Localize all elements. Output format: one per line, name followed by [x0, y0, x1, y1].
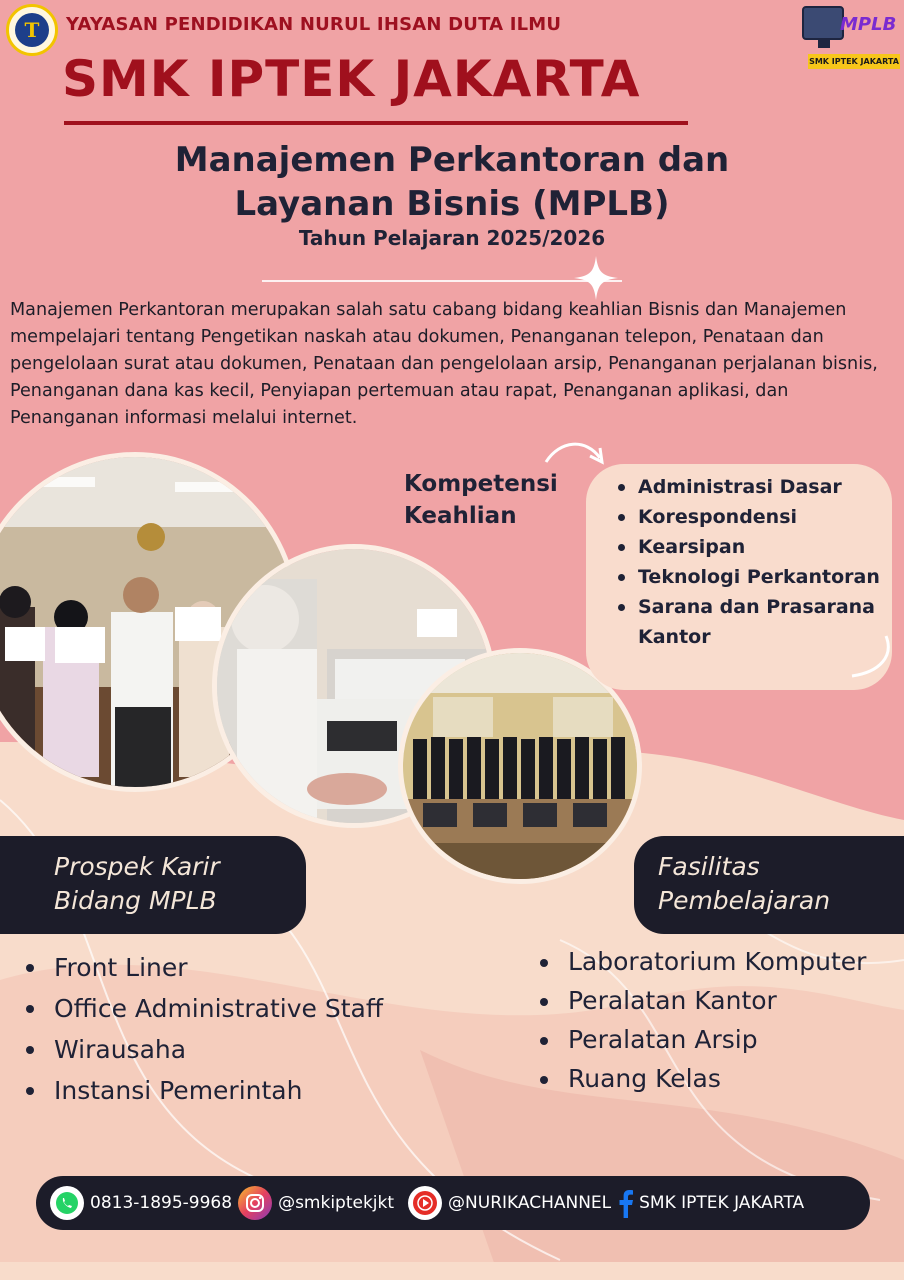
prospek-title-line1: Prospek Karir	[54, 852, 220, 881]
contact-bar	[36, 1176, 870, 1230]
fasilitas-title-line1: Fasilitas	[658, 852, 760, 881]
sparkle-divider	[262, 280, 622, 282]
program-title	[0, 138, 904, 226]
list-item: Laboratorium Komputer	[538, 942, 898, 981]
fasilitas-list	[538, 942, 898, 1098]
instagram-handle: @smkiptekjkt	[278, 1193, 395, 1213]
computer-monitor-icon	[802, 6, 844, 40]
whatsapp-number: 0813-1895-9968	[90, 1193, 233, 1213]
youtube-contact[interactable]	[408, 1186, 611, 1220]
prospek-list	[24, 947, 524, 1111]
fasilitas-label	[634, 836, 904, 934]
school-name: SMK IPTEK JAKARTA	[62, 50, 641, 108]
kompetensi-list	[612, 472, 884, 652]
curved-arrow-icon	[540, 436, 610, 476]
foundation-name: YAYASAN PENDIDIKAN NURUL IHSAN DUTA ILMU	[66, 14, 562, 35]
program-title-line1: Manajemen Perkantoran dan	[174, 140, 730, 180]
list-item: Sarana dan Prasarana Kantor	[612, 592, 884, 652]
swoosh-icon	[846, 632, 896, 682]
kompetensi-title	[404, 468, 558, 532]
facebook-page: SMK IPTEK JAKARTA	[639, 1193, 805, 1213]
list-item: Office Administrative Staff	[24, 988, 524, 1029]
list-item: Peralatan Kantor	[538, 981, 898, 1020]
school-crest-icon: T	[6, 4, 58, 56]
mplb-badge	[796, 4, 900, 70]
list-item: Kearsipan	[612, 532, 884, 562]
kompetensi-title-line2: Keahlian	[404, 503, 517, 529]
kompetensi-title-line1: Kompetensi	[404, 471, 558, 497]
youtube-handle: @NURIKACHANNEL	[448, 1193, 612, 1213]
youtube-icon	[408, 1186, 442, 1220]
list-item: Ruang Kelas	[538, 1059, 898, 1098]
instagram-contact[interactable]	[238, 1186, 394, 1220]
mplb-badge-school: SMK IPTEK JAKARTA	[808, 54, 900, 69]
list-item: Front Liner	[24, 947, 524, 988]
sparkle-icon	[574, 256, 618, 300]
list-item: Korespondensi	[612, 502, 884, 532]
list-item: Wirausaha	[24, 1029, 524, 1070]
list-item: Peralatan Arsip	[538, 1020, 898, 1059]
prospek-karir-label	[0, 836, 306, 934]
instagram-icon	[238, 1186, 272, 1220]
list-item: Teknologi Perkantoran	[612, 562, 884, 592]
program-title-line2: Layanan Bisnis (MPLB)	[234, 184, 670, 224]
facebook-icon	[615, 1186, 637, 1220]
list-item: Administrasi Dasar	[612, 472, 884, 502]
prospek-title-line2: Bidang MPLB	[54, 886, 217, 915]
program-description: Manajemen Perkantoran merupakan salah satu cabang bidang keahlian Bisnis dan Manajemen mempelajari tentang Pengetikan naskah atau dokumen, Penanganan telepon, Penataan dan pengelolaan surat atau dokumen, Penataan dan pengelolaan arsip, Penanganan perjalanan bisnis, Penanganan dana kas kecil, Penyiapan pertemuan atau rapat, Penanganan aplikasi, dan Penanganan informasi melalui internet.	[10, 300, 878, 428]
title-divider	[64, 121, 688, 125]
whatsapp-contact[interactable]	[50, 1186, 232, 1220]
list-item: Instansi Pemerintah	[24, 1070, 524, 1111]
academic-year: Tahun Pelajaran 2025/2026	[298, 226, 606, 250]
whatsapp-icon	[50, 1186, 84, 1220]
facebook-contact[interactable]	[615, 1186, 804, 1220]
mplb-badge-text: MPLB	[840, 14, 897, 35]
fasilitas-title-line2: Pembelajaran	[658, 886, 831, 915]
